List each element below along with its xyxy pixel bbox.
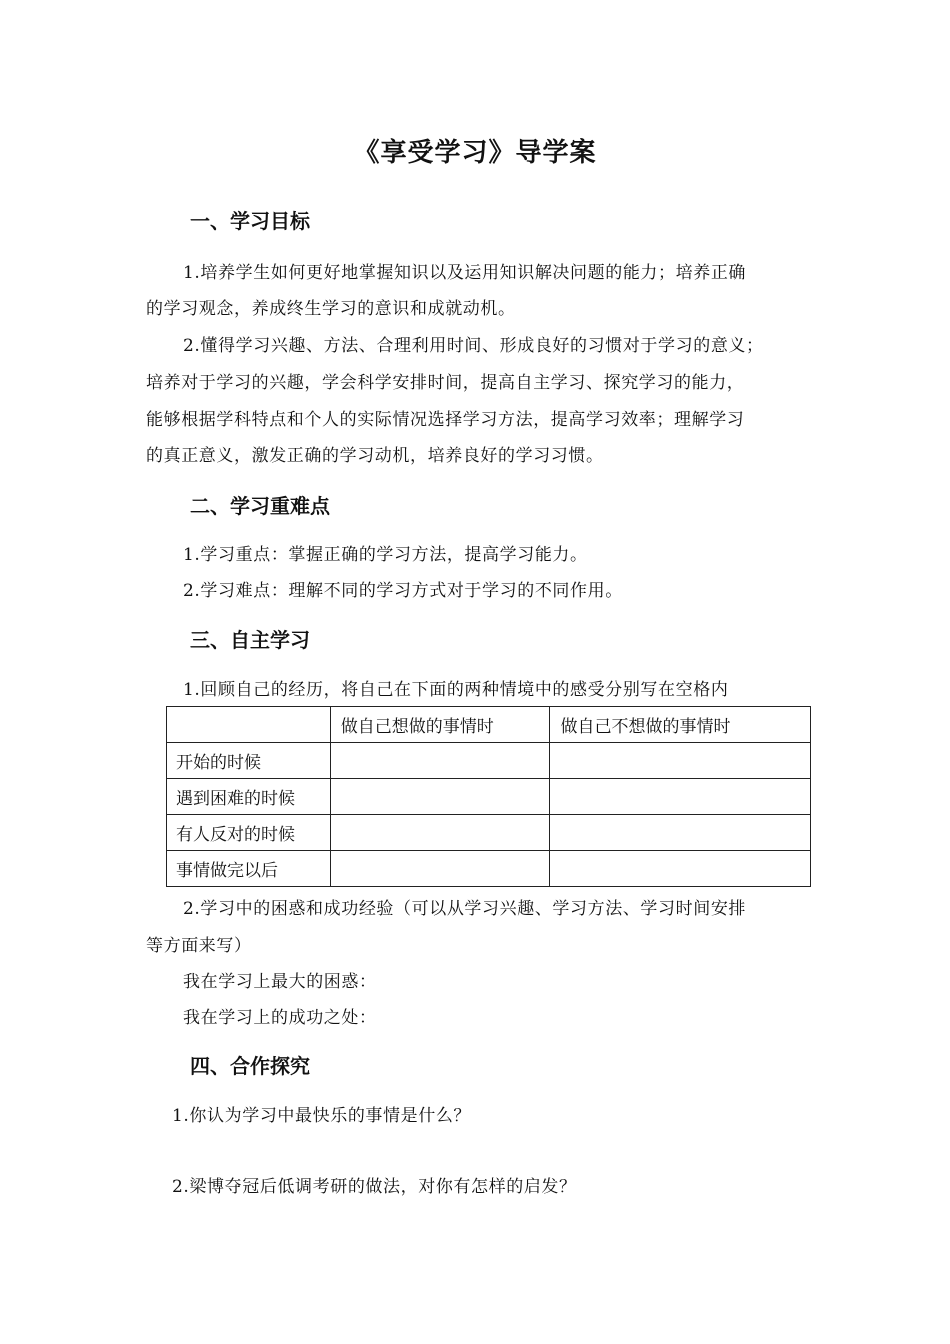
self-study-question-2-line-1: 2.学习中的困惑和成功经验（可以从学习兴趣、学习方法、学习时间安排 xyxy=(183,899,747,919)
objective-2-line-4: 的真正意义，激发正确的学习动机，培养良好的学习习惯。 xyxy=(146,446,604,466)
self-study-question-2-line-2: 等方面来写） xyxy=(146,936,252,956)
answer-cell[interactable] xyxy=(330,815,550,851)
answer-cell[interactable] xyxy=(550,815,811,851)
row-label: 有人反对的时候 xyxy=(167,815,331,851)
table-header-row xyxy=(167,707,811,743)
confusion-prompt: 我在学习上最大的困惑： xyxy=(183,972,377,992)
answer-cell[interactable] xyxy=(330,851,550,887)
self-study-question-1: 1.回顾自己的经历，将自己在下面的两种情境中的感受分别写在空格内 xyxy=(183,680,729,700)
row-label: 开始的时候 xyxy=(167,743,331,779)
objective-2-line-3: 能够根据学科特点和个人的实际情况选择学习方法，提高学习效率；理解学习 xyxy=(146,410,745,430)
objective-1-line-1: 1.培养学生如何更好地掌握知识以及运用知识解决问题的能力；培养正确 xyxy=(183,263,747,283)
answer-cell[interactable] xyxy=(330,779,550,815)
inquiry-question-2: 2.梁博夺冠后低调考研的做法，对你有怎样的启发？ xyxy=(172,1177,577,1197)
section-heading-self-study: 三、自主学习 xyxy=(190,628,310,652)
answer-cell[interactable] xyxy=(550,851,811,887)
answer-cell[interactable] xyxy=(550,779,811,815)
objective-2-line-1: 2.懂得学习兴趣、方法、合理利用时间、形成良好的习惯对于学习的意义； xyxy=(183,336,764,356)
row-label: 遇到困难的时候 xyxy=(167,779,331,815)
table-row xyxy=(167,851,811,887)
key-point-item: 1.学习重点：掌握正确的学习方法，提高学习能力。 xyxy=(183,545,588,565)
document-title: 《享受学习》导学案 xyxy=(353,138,597,168)
answer-cell[interactable] xyxy=(550,743,811,779)
row-label: 事情做完以后 xyxy=(167,851,331,887)
feelings-table xyxy=(166,706,811,887)
table-header-cell: 做自己想做的事情时 xyxy=(330,707,550,743)
success-prompt: 我在学习上的成功之处： xyxy=(183,1008,377,1028)
table-header-cell xyxy=(167,707,331,743)
table-row xyxy=(167,779,811,815)
table-header-cell: 做自己不想做的事情时 xyxy=(550,707,811,743)
section-heading-cooperative-inquiry: 四、合作探究 xyxy=(190,1054,310,1078)
section-heading-key-points: 二、学习重难点 xyxy=(190,494,330,518)
objective-2-line-2: 培养对于学习的兴趣，学会科学安排时间，提高自主学习、探究学习的能力， xyxy=(146,373,745,393)
answer-cell[interactable] xyxy=(330,743,550,779)
objective-1-line-2: 的学习观念，养成终生学习的意识和成就动机。 xyxy=(146,299,516,319)
section-heading-objectives: 一、学习目标 xyxy=(190,209,310,233)
table-row xyxy=(167,743,811,779)
table-row xyxy=(167,815,811,851)
difficult-point-item: 2.学习难点：理解不同的学习方式对于学习的不同作用。 xyxy=(183,581,623,601)
inquiry-question-1: 1.你认为学习中最快乐的事情是什么？ xyxy=(172,1106,472,1126)
